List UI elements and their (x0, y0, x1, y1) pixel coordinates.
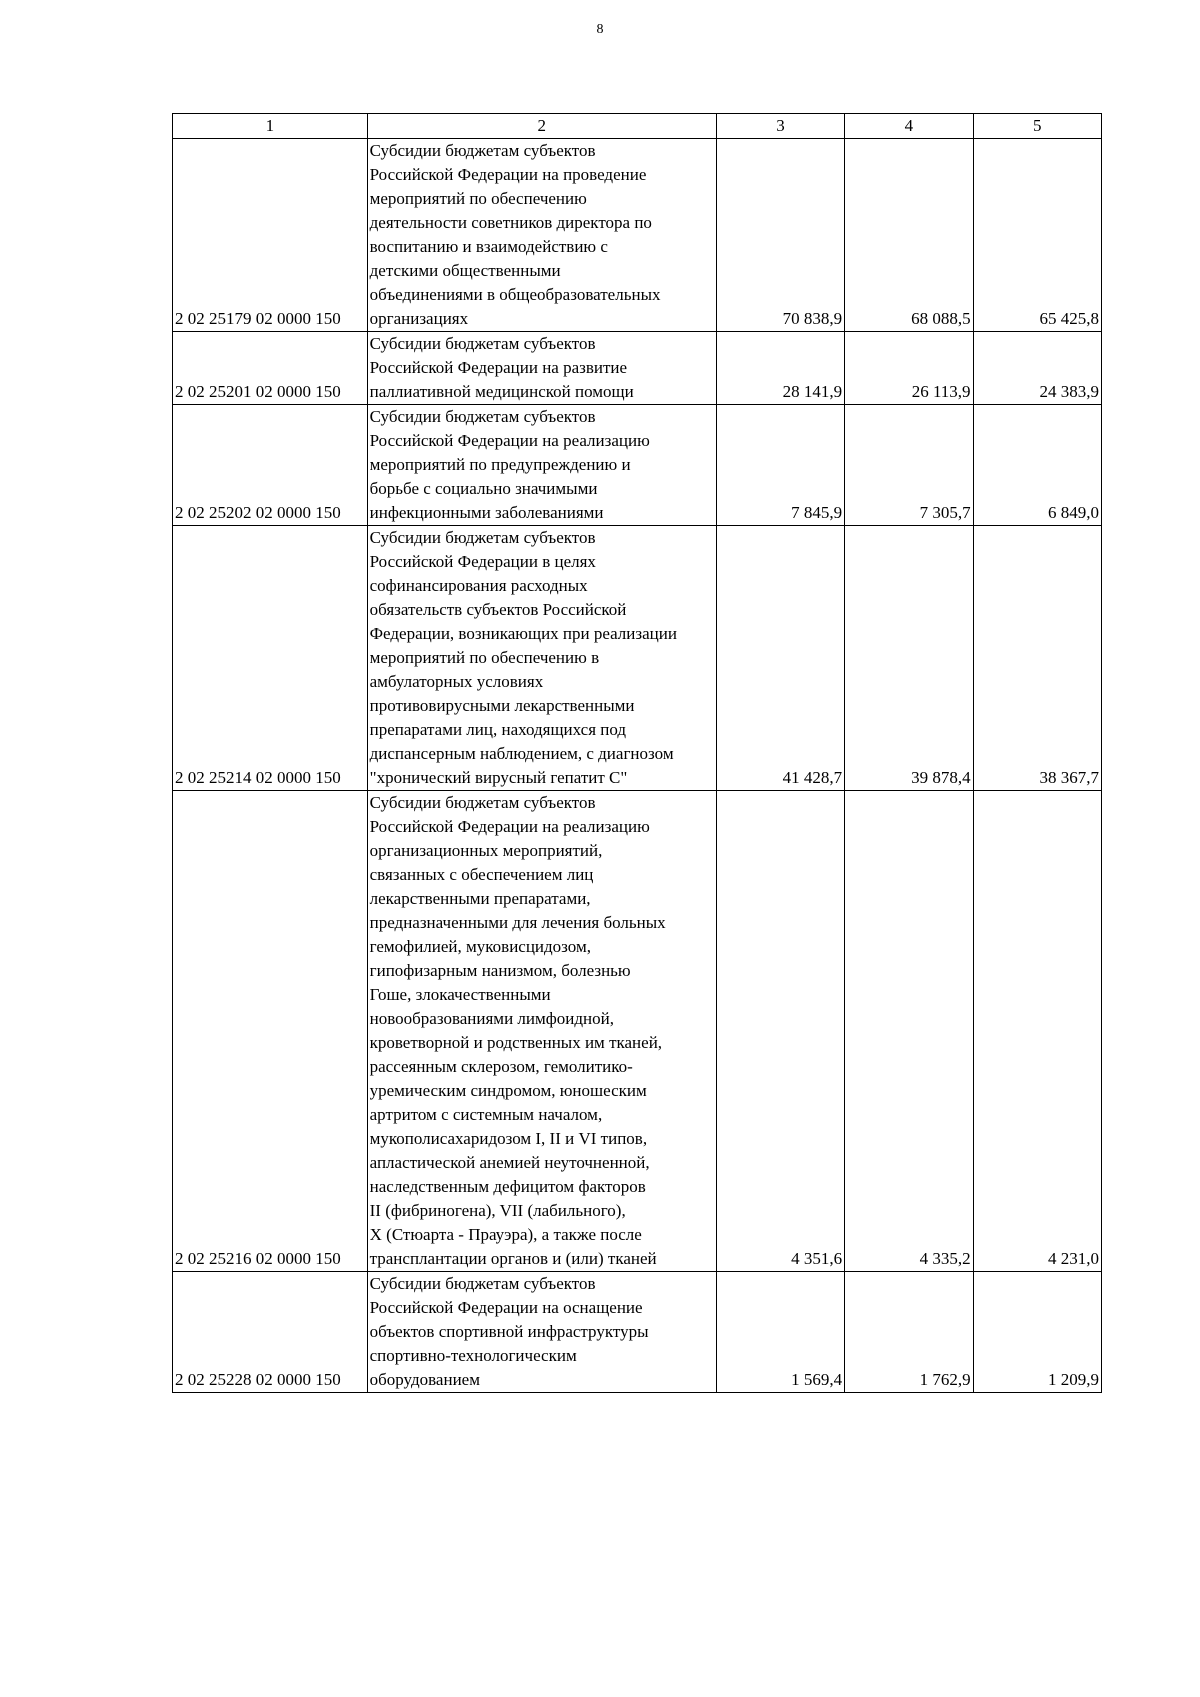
amount-cell-col-3: 7 845,9 (716, 405, 844, 526)
amount-cell-col-5: 65 425,8 (973, 139, 1101, 332)
budget-code-cell: 2 02 25228 02 0000 150 (173, 1272, 368, 1393)
description-line: мероприятий по обеспечению (369, 189, 587, 208)
description-line: организационных мероприятий, (369, 841, 603, 860)
description-line: гипофизарным нанизмом, болезнью (369, 961, 631, 980)
column-header-4: 4 (845, 114, 973, 139)
table-body (173, 114, 1102, 1393)
table-row (173, 526, 1102, 791)
description-line: Субсидии бюджетам субъектов (369, 141, 596, 160)
description-line: объединениями в общеобразовательных (369, 285, 661, 304)
table-row (173, 332, 1102, 405)
description-line: Российской Федерации на развитие (369, 358, 628, 377)
description-line: объектов спортивной инфраструктуры (369, 1322, 649, 1341)
column-header-2: 2 (367, 114, 716, 139)
description-line: борьбе с социально значимыми (369, 479, 598, 498)
description-line: связанных с обеспечением лиц (369, 865, 594, 884)
description-cell (367, 139, 716, 332)
description-line: трансплантации органов и (или) тканей (369, 1249, 657, 1268)
budget-code-cell: 2 02 25214 02 0000 150 (173, 526, 368, 791)
description-cell (367, 1272, 716, 1393)
description-line: II (фибриногена), VII (лабильного), (369, 1201, 626, 1220)
description-line: Российской Федерации на реализацию (369, 817, 650, 836)
description-line: инфекционными заболеваниями (369, 503, 604, 522)
description-line: Российской Федерации на реализацию (369, 431, 650, 450)
description-line: Субсидии бюджетам субъектов (369, 528, 596, 547)
description-line: воспитанию и взаимодействию с (369, 237, 608, 256)
column-header-3: 3 (716, 114, 844, 139)
page-number: 8 (596, 22, 604, 37)
amount-cell-col-4: 39 878,4 (845, 526, 973, 791)
description-line: Российской Федерации на проведение (369, 165, 647, 184)
description-cell (367, 791, 716, 1272)
amount-cell-col-5: 1 209,9 (973, 1272, 1101, 1393)
description-line: мероприятий по обеспечению в (369, 648, 600, 667)
description-line: Гоше, злокачественными (369, 985, 551, 1004)
description-line: софинансирования расходных (369, 576, 588, 595)
amount-cell-col-4: 7 305,7 (845, 405, 973, 526)
description-line: артритом с системным началом, (369, 1105, 603, 1124)
description-line: амбулаторных условиях (369, 672, 544, 691)
amount-cell-col-5: 6 849,0 (973, 405, 1101, 526)
amount-cell-col-5: 24 383,9 (973, 332, 1101, 405)
description-line: X (Стюарта - Прауэра), а также после (369, 1225, 642, 1244)
description-line: лекарственными препаратами, (369, 889, 591, 908)
amount-cell-col-3: 41 428,7 (716, 526, 844, 791)
budget-code-cell: 2 02 25216 02 0000 150 (173, 791, 368, 1272)
description-line: обязательств субъектов Российской (369, 600, 627, 619)
amount-cell-col-4: 68 088,5 (845, 139, 973, 332)
description-line: гемофилией, муковисцидозом, (369, 937, 591, 956)
description-line: наследственным дефицитом факторов (369, 1177, 646, 1196)
table-row (173, 1272, 1102, 1393)
table-header-row (173, 114, 1102, 139)
description-line: деятельности советников директора по (369, 213, 652, 232)
amount-cell-col-5: 4 231,0 (973, 791, 1101, 1272)
table-row (173, 405, 1102, 526)
description-line: оборудованием (369, 1370, 480, 1389)
amount-cell-col-4: 4 335,2 (845, 791, 973, 1272)
table-row (173, 791, 1102, 1272)
description-line: спортивно-технологическим (369, 1346, 577, 1365)
amount-cell-col-3: 28 141,9 (716, 332, 844, 405)
description-line: диспансерным наблюдением, с диагнозом (369, 744, 674, 763)
table-row (173, 139, 1102, 332)
description-line: Российской Федерации на оснащение (369, 1298, 643, 1317)
description-line: мероприятий по предупреждению и (369, 455, 631, 474)
description-cell (367, 405, 716, 526)
description-cell (367, 526, 716, 791)
budget-code-cell: 2 02 25179 02 0000 150 (173, 139, 368, 332)
description-line: уремическим синдромом, юношеским (369, 1081, 647, 1100)
amount-cell-col-3: 1 569,4 (716, 1272, 844, 1393)
description-line: Российской Федерации в целях (369, 552, 596, 571)
amount-cell-col-4: 26 113,9 (845, 332, 973, 405)
description-line: кроветворной и родственных им тканей, (369, 1033, 663, 1052)
column-header-1: 1 (173, 114, 368, 139)
description-line: рассеянным склерозом, гемолитико- (369, 1057, 633, 1076)
budget-code-cell: 2 02 25201 02 0000 150 (173, 332, 368, 405)
description-line: новообразованиями лимфоидной, (369, 1009, 614, 1028)
amount-cell-col-5: 38 367,7 (973, 526, 1101, 791)
amount-cell-col-3: 70 838,9 (716, 139, 844, 332)
budget-code-cell: 2 02 25202 02 0000 150 (173, 405, 368, 526)
description-line: мукополисахаридозом I, II и VI типов, (369, 1129, 648, 1148)
description-line: апластической анемией неуточненной, (369, 1153, 650, 1172)
description-line: Субсидии бюджетам субъектов (369, 1274, 596, 1293)
description-line: Федерации, возникающих при реализации (369, 624, 677, 643)
description-cell (367, 332, 716, 405)
description-line: организациях (369, 309, 469, 328)
description-line: препаратами лиц, находящихся под (369, 720, 627, 739)
amount-cell-col-3: 4 351,6 (716, 791, 844, 1272)
description-line: Субсидии бюджетам субъектов (369, 793, 596, 812)
description-line: "хронический вирусный гепатит С" (369, 768, 628, 787)
column-header-5: 5 (973, 114, 1101, 139)
description-line: предназначенными для лечения больных (369, 913, 666, 932)
amount-cell-col-4: 1 762,9 (845, 1272, 973, 1393)
budget-table (172, 113, 1102, 1393)
description-line: Субсидии бюджетам субъектов (369, 334, 596, 353)
description-line: паллиативной медицинской помощи (369, 382, 634, 401)
description-line: противовирусными лекарственными (369, 696, 635, 715)
description-line: Субсидии бюджетам субъектов (369, 407, 596, 426)
description-line: детскими общественными (369, 261, 561, 280)
